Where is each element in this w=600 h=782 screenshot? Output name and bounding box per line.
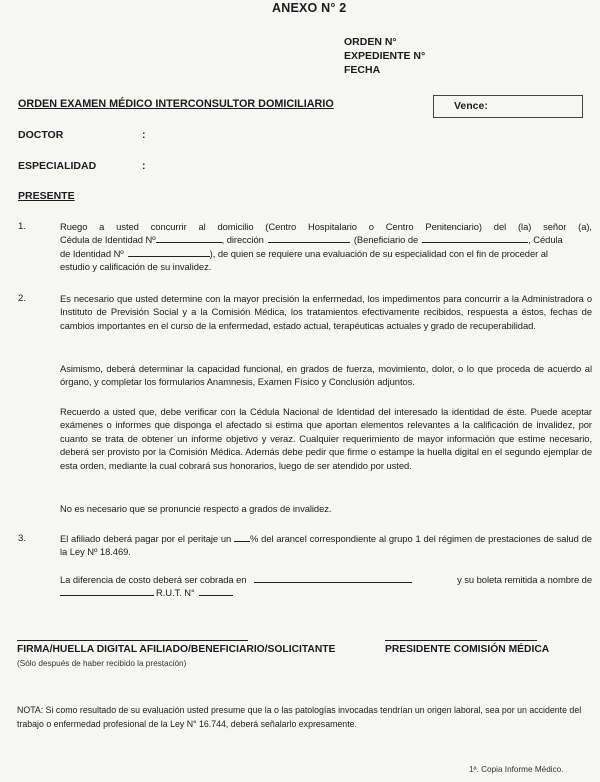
item-3-text-a: El afiliado deberá pagar por el peritaje un xyxy=(60,533,232,544)
item-3-line-cobrada xyxy=(60,573,592,586)
rut-blank[interactable] xyxy=(199,586,233,596)
form-title: ORDEN EXAMEN MÉDICO INTERCONSULTOR DOMICILIARIO xyxy=(18,98,334,110)
annex-title: ANEXO N° 2 xyxy=(272,1,347,15)
item-3-text-b: % del arancel correspondiente al grupo 1 del régimen de prestaciones de salud de la Ley Nº 18.469. xyxy=(60,533,592,558)
item-1-line-4: estudio y calificación de su invalidez. xyxy=(60,261,212,273)
left-signature-line[interactable] xyxy=(17,640,248,641)
fecha-label: FECHA xyxy=(344,64,381,76)
left-signature-label: FIRMA/HUELLA DIGITAL AFILIADO/BENEFICIARIO/SOLICITANTE xyxy=(17,644,336,655)
boleta-label: y su boleta remitida a nombre de xyxy=(457,574,592,585)
right-signature-line[interactable] xyxy=(385,640,537,641)
cedula-label: , Cédula xyxy=(528,234,563,246)
left-signature-note: (Sólo después de haber recibido la prestación) xyxy=(17,659,187,668)
item-3-paragraph-1 xyxy=(60,532,592,559)
item-2-paragraph-3: Recuerdo a usted que, debe verificar con la Cédula Nacional de Identidad del interesado la identidad de éste. Puede aceptar exámenes o informes que disponga el afectado si estima que aportan elementos relevantes a la calificación de invalidez, por cuanto se trata de obtener un informe objetivo y veraz. Cualquier requerimiento de mayor información que estime necesario, deberá ser provisto por la Comisión Médica. Además debe pedir que firme o estampe la huella digital en el segundo ejemplar de esta orden, mediante la cual cobrará sus honorarios, luego de ser atendido por usted. xyxy=(60,406,592,471)
item-1-line-3 xyxy=(60,247,592,260)
rut-label: R.U.T. N° xyxy=(156,587,195,599)
specialty-label: ESPECIALIDAD xyxy=(18,160,97,172)
beneficiary-id-label: de Identidad Nº xyxy=(60,247,124,259)
percentage-blank[interactable] xyxy=(234,532,250,542)
beneficiary-blank[interactable] xyxy=(422,233,528,243)
item-2-paragraph-1: Es necesario que usted determine con la mayor precisión la enfermedad, los impedimentos para concurrir a la Administradora o Instituto de Previsión Social y a la Comisión Médica, los tratamientos efectivamente recibidos, respuesta a éstos, fechas de cambios importantes en el curso de la enfermedad, estado actual, terapéuticas actuales y grado de recuperabilidad. xyxy=(60,293,592,331)
vence-box[interactable] xyxy=(433,95,583,118)
address-blank[interactable] xyxy=(268,233,350,243)
item-3-line-rut xyxy=(60,586,592,599)
cobrada-en-blank[interactable] xyxy=(254,573,412,583)
doctor-field[interactable]: : xyxy=(142,129,146,141)
order-number-label: ORDEN N° xyxy=(344,36,397,48)
item-2-paragraph-2: Asimismo, deberá determinar la capacidad funcional, en grados de fuerza, movimiento, dolor, o lo que proceda de acuerdo al órgano, y completar los formularios Anamnesis, Examen Físico y Conclusión adjuntos. xyxy=(60,363,592,388)
boleta-name-blank[interactable] xyxy=(60,586,154,596)
nota-text: NOTA: Si como resultado de su evaluación usted presume que la o las patologías invocadas tendrían un origen laboral, sea por un accidente del trabajo o enfermedad profesional de la Ley N° 16.744, deberá señalarlo expresamente. xyxy=(17,705,582,729)
item-1-line-2 xyxy=(60,233,592,246)
id-number-blank[interactable] xyxy=(156,233,222,243)
item-3-number: 3. xyxy=(18,533,27,544)
item-1-line-1: Ruego a usted concurrir al domicilio (Centro Hospitalario o Centro Penitenciario) del (la) señor (a), xyxy=(60,221,592,232)
item-2-number: 2. xyxy=(18,293,27,304)
specialty-field[interactable]: : xyxy=(142,160,146,172)
item-3-paragraph-2 xyxy=(60,573,592,600)
doctor-label: DOCTOR xyxy=(18,129,64,141)
right-signature-label: PRESIDENTE COMISIÓN MÉDICA xyxy=(385,644,550,655)
item-1-paragraph xyxy=(60,220,592,274)
item-1-number: 1. xyxy=(18,221,27,232)
cobrada-label: La diferencia de costo deberá ser cobrada en xyxy=(60,574,247,585)
beneficiary-label: (Beneficiario de xyxy=(353,234,419,246)
address-label: , dirección xyxy=(221,234,264,246)
item-1-line-3-text: ), de quien se requiere una evaluación de su especialidad con el fin de proceder al xyxy=(209,247,548,259)
presente-heading: PRESENTE xyxy=(18,190,75,202)
vence-label: Vence: xyxy=(454,100,488,112)
id-label: Cédula de Identidad Nº xyxy=(60,234,156,246)
footer-copy-label: 1ª. Copia Informe Médico. xyxy=(469,765,564,774)
beneficiary-id-blank[interactable] xyxy=(128,247,210,257)
item-2-paragraph-4: No es necesario que se pronuncie respecto a grados de invalidez. xyxy=(60,503,332,514)
expediente-number-label: EXPEDIENTE N° xyxy=(344,50,426,62)
header-fields xyxy=(344,35,425,77)
